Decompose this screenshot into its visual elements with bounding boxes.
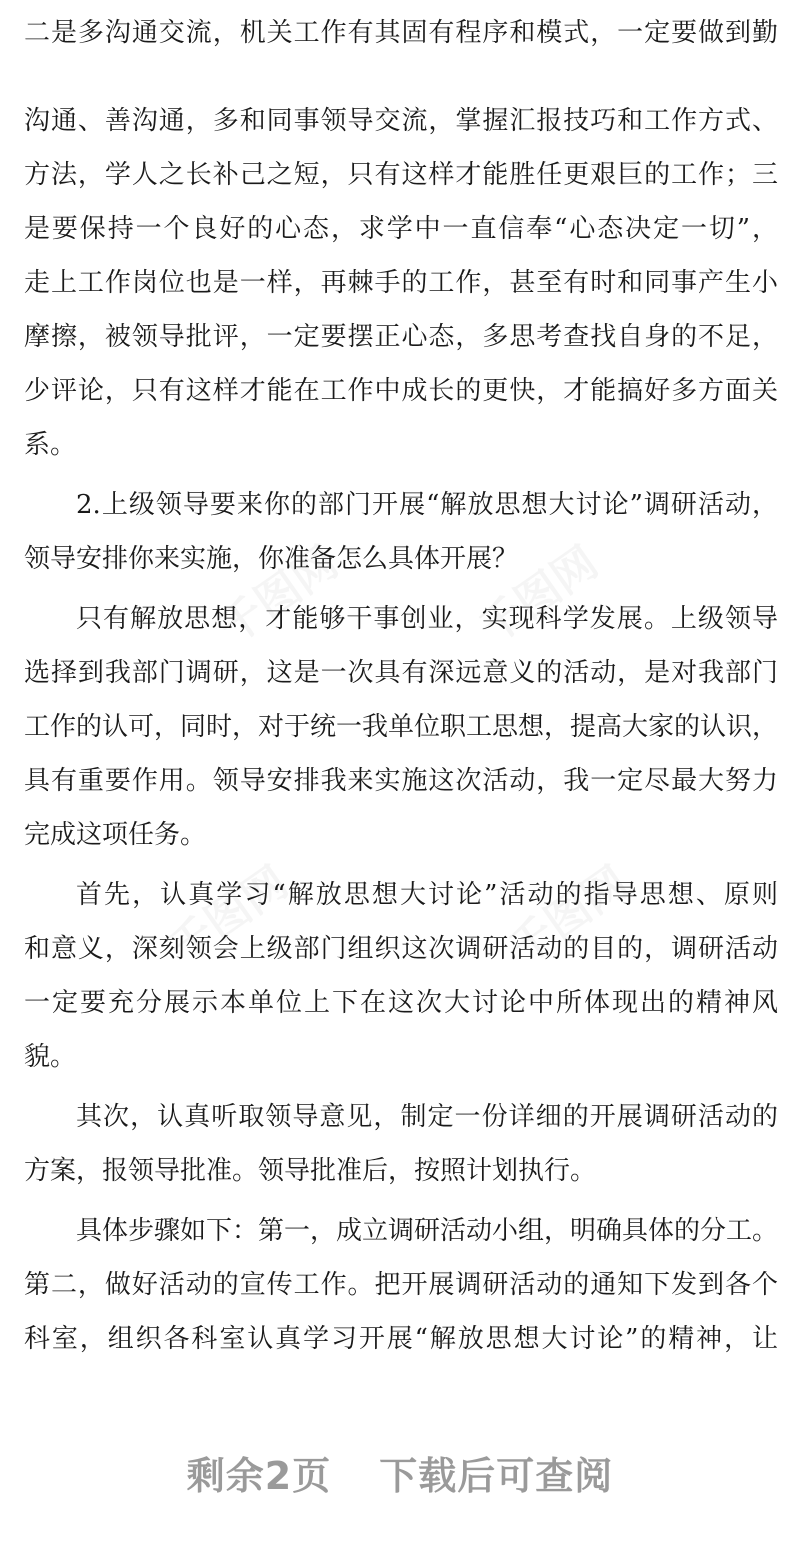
text-line: 摩擦，被领导批评，一定要摆正心态，多思考查找自身的不足， bbox=[24, 322, 778, 352]
watermark: 千图网 bbox=[469, 536, 608, 655]
text-line: 走上工作岗位也是一样，再棘手的工作，甚至有时和同事产生小 bbox=[24, 268, 778, 298]
remaining-pages-label: 剩余2页 bbox=[186, 1454, 332, 1498]
text-line: 科室，组织各科室认真学习开展“解放思想大讨论”的精神，让 bbox=[24, 1324, 778, 1354]
text-line: 具有重要作用。领导安排我来实施这次活动，我一定尽最大努力 bbox=[24, 766, 778, 796]
text-line: 工作的认可，同时，对于统一我单位职工思想，提高大家的认识， bbox=[24, 712, 779, 742]
text-line: 是要保持一个良好的心态，求学中一直信奉“心态决定一切”， bbox=[24, 214, 778, 244]
download-prompt-banner[interactable] bbox=[0, 1446, 800, 1506]
text-line: 第二，做好活动的宣传工作。把开展调研活动的通知下发到各个 bbox=[24, 1270, 778, 1300]
question-heading: 领导安排你来实施，你准备怎么具体开展？ bbox=[24, 544, 519, 574]
text-line: 和意义，深刻领会上级部门组织这次调研活动的目的，调研活动 bbox=[24, 934, 778, 964]
text-line: 貌。 bbox=[24, 1042, 77, 1072]
text-line: 沟通、善沟通，多和同事领导交流，掌握汇报技巧和工作方式、 bbox=[24, 106, 778, 136]
watermark: 千图网 bbox=[159, 856, 298, 975]
text-line: 选择到我部门调研，这是一次具有深远意义的活动，是对我部门 bbox=[24, 658, 778, 688]
text-line: 少评论，只有这样才能在工作中成长的更快，才能搞好多方面关 bbox=[24, 376, 778, 406]
watermark: 千图网 bbox=[209, 536, 348, 655]
text-line: 首先，认真学习“解放思想大讨论”活动的指导思想、原则 bbox=[76, 880, 778, 910]
text-line: 其次，认真听取领导意见，制定一份详细的开展调研活动的 bbox=[76, 1102, 778, 1132]
download-to-view-label: 下载后可查阅 bbox=[379, 1454, 614, 1498]
text-line: 完成这项任务。 bbox=[24, 820, 207, 850]
text-line: 一定要充分展示本单位上下在这次大讨论中所体现出的精神风 bbox=[24, 988, 778, 1018]
text-line: 只有解放思想，才能够干事创业，实现科学发展。上级领导 bbox=[76, 604, 778, 634]
text-line: 方案，报领导批准。领导批准后，按照计划执行。 bbox=[24, 1156, 597, 1186]
question-heading: 2.上级领导要来你的部门开展“解放思想大讨论”调研活动， bbox=[76, 490, 778, 520]
text-line: 方法，学人之长补己之短，只有这样才能胜任更艰巨的工作；三 bbox=[24, 160, 778, 190]
text-line: 具体步骤如下：第一，成立调研活动小组，明确具体的分工。 bbox=[76, 1216, 779, 1246]
watermark: 千图网 bbox=[499, 856, 638, 975]
text-line: 二是多沟通交流，机关工作有其固有程序和模式，一定要做到勤 bbox=[24, 18, 778, 48]
text-line: 系。 bbox=[24, 430, 77, 460]
